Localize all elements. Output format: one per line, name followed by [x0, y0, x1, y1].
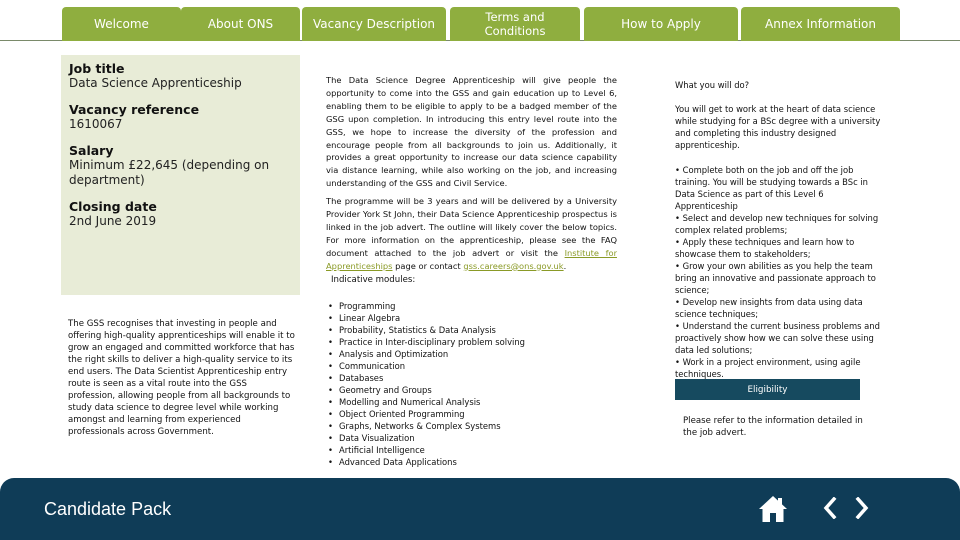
vacancy-reference-value: 1610067: [69, 117, 123, 131]
vacancy-reference-label: Vacancy reference: [69, 102, 200, 117]
list-item: • Linear Algebra: [328, 312, 525, 324]
eligibility-text: Please refer to the information detailed in the job advert.: [683, 416, 863, 438]
list-item: • Practice in Inter-disciplinary problem solving: [328, 336, 525, 348]
description-para2-text-c: .: [563, 260, 567, 271]
list-item: • Grow your own abilities as you help the team bring an innovative and passionate approach to science;: [675, 261, 876, 295]
description-para1-text: The Data Science Degree Apprenticeship will give people the opportunity to come into the GSS and gain education up to Level 6, enabling them to be eligible to apply to be a badged member of the GSG upon completion. In introducing this entry level route into the GSS, we hope to increase the diversity of the profession and encourage people from all backgrounds to join us. Additionally, it provides a great opportunity to increase our data science capability via distance learning, while also working on the job, and increasing understanding of the GSS and Civil Service.: [326, 75, 617, 189]
list-item: • Databases: [328, 372, 525, 384]
list-item: • Artificial Intelligence: [328, 444, 525, 456]
list-item: • Modelling and Numerical Analysis: [328, 396, 525, 408]
list-item: • Complete both on the job and off the job training. You will be studying towards a BSc in Data Science as part of this Level 6 Apprenticeship: [675, 165, 868, 211]
list-item: • Data Visualization: [328, 432, 525, 444]
list-item: • Select and develop new techniques for solving complex related problems;: [675, 213, 879, 235]
gss-intro-text: The GSS recognises that investing in people and offering high-quality apprenticeships will enable it to grow an engaged and committed workforce that has the right skills to deliver a high-quality service to its end users. The Data Scientist Apprenticeship entry route is seen as a vital route into the GSS profession, allowing people from all backgrounds to study data science to degree level while working amongst and learning from experienced professionals across Government.: [68, 319, 295, 437]
list-item: • Communication: [328, 360, 525, 372]
footer-bar: [0, 478, 960, 540]
list-item: • Geometry and Groups: [328, 384, 525, 396]
chevron-right-icon[interactable]: [854, 497, 870, 519]
modules-list: [328, 300, 525, 468]
list-item: • Probability, Statistics & Data Analysis: [328, 324, 525, 336]
description-paragraph-1: [326, 74, 617, 190]
job-title-label: Job title: [69, 61, 125, 76]
salary-value: Minimum £22,645 (depending on department): [69, 158, 270, 187]
list-item: • Graphs, Networks & Complex Systems: [328, 420, 525, 432]
salary-label: Salary: [69, 143, 114, 158]
tab-welcome[interactable]: Welcome: [62, 7, 181, 41]
what-you-will-do-text: You will get to work at the heart of data science while studying for a BSc degree with a university and completing this industry designed apprenticeship.: [675, 104, 881, 150]
tab-about-ons[interactable]: About ONS: [181, 7, 300, 41]
chevron-left-icon[interactable]: [822, 497, 838, 519]
institute-for-apprenticeships-link[interactable]: Institute for Apprenticeships: [326, 247, 617, 271]
list-item: • Analysis and Optimization: [328, 348, 525, 360]
list-item: • Develop new insights from data using data science techniques;: [675, 297, 863, 319]
list-item: • Understand the current business problems and proactively show how we can solve these using data led solutions;: [675, 321, 880, 355]
list-item: • Apply these techniques and learn how to showcase them to stakeholders;: [675, 237, 855, 259]
home-icon[interactable]: [757, 493, 789, 525]
list-item: • Work in a project environment, using agile techniques.: [675, 357, 861, 379]
tab-vacancy-description[interactable]: Vacancy Description: [302, 7, 446, 41]
list-item: • Advanced Data Applications: [328, 456, 525, 468]
tab-how-to-apply[interactable]: How to Apply: [584, 7, 738, 41]
job-title-value: Data Science Apprenticeship: [69, 76, 242, 90]
gss-careers-email-link[interactable]: gss.careers@ons.gov.uk: [463, 260, 564, 271]
job-summary-panel: [61, 55, 300, 295]
what-you-will-do-heading: What you will do?: [675, 80, 750, 90]
responsibilities-list: [675, 164, 885, 380]
description-paragraph-2: [326, 195, 617, 272]
eligibility-button[interactable]: Eligibility: [675, 379, 860, 400]
closing-date-label: Closing date: [69, 199, 157, 214]
description-para2-text-a: The programme will be 3 years and will be delivered by a University Provider York St John, their Data Science Apprenticeship prospectus is linked in the job advert. The outline will likely cover the below topics. For more information on the apprenticeship, please see the FAQ document attached to the job advert or visit the: [326, 196, 617, 258]
indicative-modules-label: Indicative modules:: [331, 275, 416, 285]
closing-date-value: 2nd June 2019: [69, 214, 157, 228]
list-item: • Object Oriented Programming: [328, 408, 525, 420]
list-item: • Programming: [328, 300, 525, 312]
tab-annex-information[interactable]: Annex Information: [741, 7, 900, 41]
description-para2-text-b: page or contact: [392, 260, 464, 271]
tab-terms-and-conditions[interactable]: Terms and Conditions: [450, 7, 580, 41]
footer-title: Candidate Pack: [44, 499, 172, 519]
